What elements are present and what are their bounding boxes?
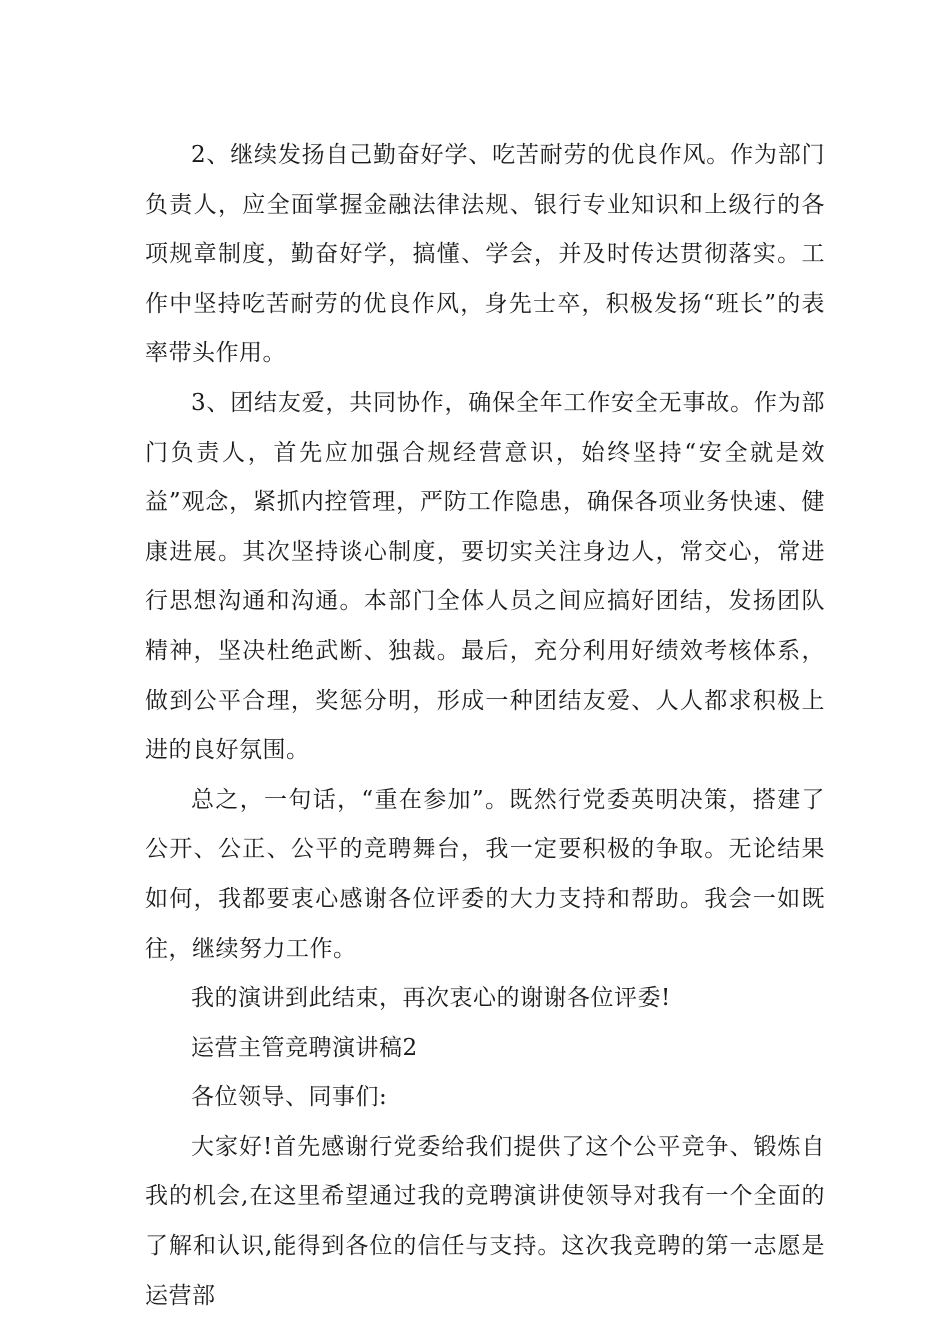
salutation: 各位领导、同事们:	[191, 1084, 388, 1111]
paragraph-closing: 我的演讲到此结束，再次衷心的谢谢各位评委!	[191, 985, 671, 1012]
section-title: 运营主管竞聘演讲稿2	[191, 1034, 418, 1061]
paragraph-point-3: 3、团结友爱，共同协作，确保全年工作安全无事故。作为部门负责人，首先应加强合规经营意识，始终坚持“安全就是效益”观念，紧抓内控管理，严防工作隐患，确保各项业务快速、健康进展。其次坚持谈心制度，要切实关注身边人，常交心，常进行思想沟通和沟通。本部门全体人员之间应搞好团结，发扬团队精神，坚决杜绝武断、独裁。最后，充分利用好绩效考核体系，做到公平合理，奖惩分明，形成一种团结友爱、人人都求积极上进的良好氛围。	[145, 389, 825, 764]
paragraph-summary: 总之，一句话，“重在参加”。既然行党委英明决策，搭建了公开、公正、公平的竞聘舞台，我一定要积极的争取。无论结果如何，我都要衷心感谢各位评委的大力支持和帮助。我会一如既往，继续努力工作。	[145, 786, 825, 962]
paragraph-opening: 大家好!首先感谢行党委给我们提供了这个公平竞争、锻炼自我的机会,在这里希望通过我的竞聘演讲使领导对我有一个全面的了解和认识,能得到各位的信任与支持。这次我竞聘的第一志愿是运营部	[145, 1133, 825, 1309]
paragraph-point-2: 2、继续发扬自己勤奋好学、吃苦耐劳的优良作风。作为部门负责人，应全面掌握金融法律法规、银行专业知识和上级行的各项规章制度，勤奋好学，搞懂、学会，并及时传达贯彻落实。工作中坚持吃苦耐劳的优良作风，身先士卒，积极发扬“班长”的表率带头作用。	[145, 142, 825, 367]
document-body	[145, 131, 825, 1321]
